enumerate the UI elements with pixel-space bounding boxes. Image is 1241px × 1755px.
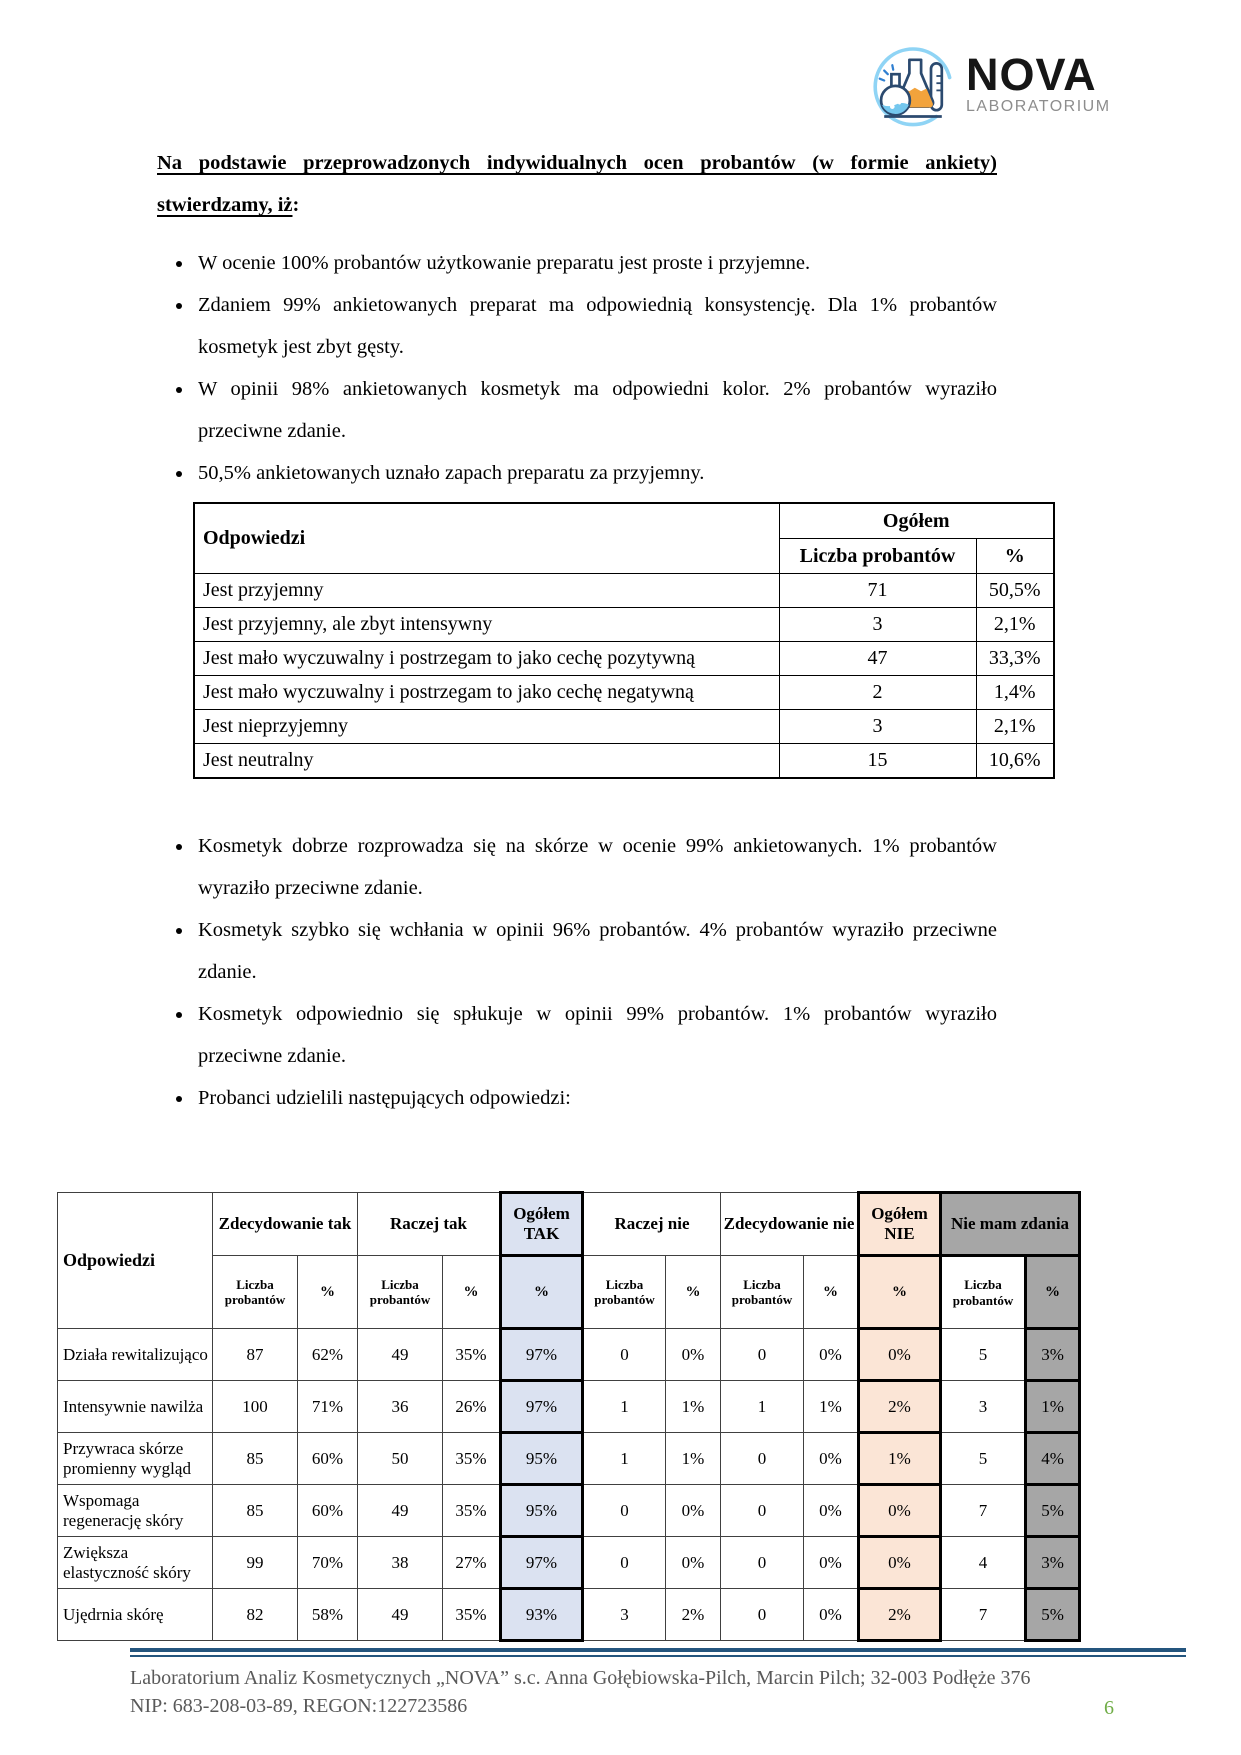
t2-statement-label: Przywraca skórze promienny wygląd — [58, 1433, 213, 1485]
bullet-item: • Probanci udzielili następujących odpowiedzi: — [194, 1077, 997, 1119]
t1-answer-label: Jest mało wyczuwalny i postrzegam to jako cechę negatywną — [194, 676, 779, 710]
t2-value: 2% — [666, 1589, 721, 1641]
logo-flasks-icon — [868, 40, 958, 130]
heading-line1: Na podstawie przeprowadzonych indywidualnych ocen probantów (w formie ankiety) — [157, 152, 997, 174]
t2-group-ogolem-nie: Ogółem NIE — [859, 1193, 941, 1256]
t2-value: 49 — [358, 1485, 443, 1537]
t2-value: 58% — [298, 1589, 358, 1641]
bullet-item: • Kosmetyk szybko się wchłania w opinii 96% probantów. 4% probantów wyraziło przeciwne zdanie. — [194, 909, 997, 993]
t2-value: 27% — [443, 1537, 501, 1589]
t2-value: 3 — [583, 1589, 666, 1641]
t1-subheader-liczba: Liczba probantów — [779, 539, 976, 574]
t1-answer-label: Jest przyjemny — [194, 574, 779, 608]
t2-value: 1% — [1026, 1381, 1080, 1433]
t2-value: 49 — [358, 1589, 443, 1641]
t2-value: 49 — [358, 1329, 443, 1381]
scent-opinion-table — [193, 502, 1055, 779]
t2-subheader-liczba: Liczba probantów — [941, 1256, 1026, 1329]
bullet-item: • W ocenie 100% probantów użytkowanie preparatu jest proste i przyjemne. — [194, 242, 997, 284]
t2-subheader-liczba: Liczba probantów — [213, 1256, 298, 1329]
t2-value: 60% — [298, 1433, 358, 1485]
t2-value: 38 — [358, 1537, 443, 1589]
statements-results-table — [57, 1191, 1081, 1642]
t2-value: 95% — [501, 1433, 583, 1485]
bullet-item: • Kosmetyk odpowiednio się spłukuje w opinii 99% probantów. 1% probantów wyraziło przeciwne zdanie. — [194, 993, 997, 1077]
t2-statement-label: Działa rewitalizująco — [58, 1329, 213, 1381]
t1-percent-value: 33,3% — [976, 642, 1054, 676]
t1-percent-value: 50,5% — [976, 574, 1054, 608]
t1-count-value: 3 — [779, 608, 976, 642]
t2-value: 1% — [666, 1433, 721, 1485]
t2-value: 0% — [859, 1329, 941, 1381]
t2-value: 0 — [721, 1485, 804, 1537]
t2-statement-label: Wspomaga regenerację skóry — [58, 1485, 213, 1537]
table-row — [194, 710, 1054, 744]
t2-value: 5 — [941, 1329, 1026, 1381]
t2-value: 2% — [859, 1381, 941, 1433]
t2-value: 0 — [721, 1589, 804, 1641]
t1-answer-label: Jest przyjemny, ale zbyt intensywny — [194, 608, 779, 642]
t2-value: 0% — [666, 1485, 721, 1537]
t1-count-value: 71 — [779, 574, 976, 608]
t2-value: 4% — [1026, 1433, 1080, 1485]
t2-value: 1% — [804, 1381, 859, 1433]
t2-subheader-percent: % — [298, 1256, 358, 1329]
t2-value: 1 — [721, 1381, 804, 1433]
logo-subtitle: LABORATORIUM — [966, 97, 1111, 115]
heading-colon: : — [292, 194, 300, 217]
t2-subheader-liczba: Liczba probantów — [583, 1256, 666, 1329]
t1-percent-value: 10,6% — [976, 744, 1054, 779]
t2-value: 2% — [859, 1589, 941, 1641]
t2-value: 0% — [666, 1537, 721, 1589]
t1-answer-label: Jest mało wyczuwalny i postrzegam to jako cechę pozytywną — [194, 642, 779, 676]
t2-subheader-percent-tak: % — [501, 1256, 583, 1329]
t2-value: 0% — [666, 1329, 721, 1381]
t1-count-value: 2 — [779, 676, 976, 710]
t2-value: 97% — [501, 1381, 583, 1433]
t2-value: 97% — [501, 1537, 583, 1589]
t2-value: 0 — [583, 1329, 666, 1381]
t1-col-header-odpowiedzi: Odpowiedzi — [194, 503, 779, 574]
t1-percent-value: 1,4% — [976, 676, 1054, 710]
t1-count-value: 3 — [779, 710, 976, 744]
page-heading — [157, 142, 997, 226]
t2-value: 0 — [721, 1537, 804, 1589]
t2-subheader-percent: % — [443, 1256, 501, 1329]
t2-value: 60% — [298, 1485, 358, 1537]
t2-group-zdecydowanie-nie: Zdecydowanie nie — [721, 1193, 859, 1256]
page-footer — [130, 1648, 1186, 1721]
t2-subheader-percent-nie: % — [859, 1256, 941, 1329]
t1-group-header-ogolem: Ogółem — [779, 503, 1054, 539]
table-row — [194, 608, 1054, 642]
t2-group-raczej-nie: Raczej nie — [583, 1193, 721, 1256]
t2-value: 35% — [443, 1485, 501, 1537]
t2-value: 0 — [721, 1433, 804, 1485]
table-row — [58, 1381, 1080, 1433]
table-row — [58, 1537, 1080, 1589]
table-row — [194, 642, 1054, 676]
t1-count-value: 15 — [779, 744, 976, 779]
t2-value: 1% — [859, 1433, 941, 1485]
t2-value: 0% — [804, 1433, 859, 1485]
bullet-item: • Zdaniem 99% ankietowanych preparat ma odpowiednią konsystencję. Dla 1% probantów kosmetyk jest zbyt gęsty. — [194, 284, 997, 368]
t1-count-value: 47 — [779, 642, 976, 676]
t2-value: 35% — [443, 1329, 501, 1381]
t2-value: 0 — [583, 1485, 666, 1537]
bullet-item: • W opinii 98% ankietowanych kosmetyk ma odpowiedni kolor. 2% probantów wyraziło przeciwne zdanie. — [194, 368, 997, 452]
t2-group-zdecydowanie-tak: Zdecydowanie tak — [213, 1193, 358, 1256]
t2-value: 87 — [213, 1329, 298, 1381]
t2-value: 26% — [443, 1381, 501, 1433]
t1-subheader-percent: % — [976, 539, 1054, 574]
t2-value: 0% — [804, 1537, 859, 1589]
t2-subheader-percent: % — [804, 1256, 859, 1329]
t2-value: 85 — [213, 1485, 298, 1537]
t1-percent-value: 2,1% — [976, 710, 1054, 744]
t2-value: 62% — [298, 1329, 358, 1381]
t2-value: 0% — [804, 1329, 859, 1381]
t2-value: 71% — [298, 1381, 358, 1433]
t2-value: 5 — [941, 1433, 1026, 1485]
t2-statement-label: Ujędrnia skórę — [58, 1589, 213, 1641]
t2-group-nie-mam-zdania: Nie mam zdania — [941, 1193, 1080, 1256]
t2-value: 0% — [804, 1485, 859, 1537]
t2-value: 95% — [501, 1485, 583, 1537]
footer-nip-line: NIP: 683-208-03-89, REGON:122723586 — [130, 1695, 468, 1718]
logo — [868, 40, 1111, 130]
t2-value: 93% — [501, 1589, 583, 1641]
t2-value: 35% — [443, 1433, 501, 1485]
t2-value: 70% — [298, 1537, 358, 1589]
t2-statement-label: Intensywnie nawilża — [58, 1381, 213, 1433]
t2-value: 1% — [666, 1381, 721, 1433]
page-number: 6 — [1104, 1697, 1114, 1719]
bullet-list-top — [157, 242, 997, 494]
t2-subheader-liczba: Liczba probantów — [721, 1256, 804, 1329]
t2-value: 1 — [583, 1381, 666, 1433]
t2-value: 5% — [1026, 1485, 1080, 1537]
t2-value: 0% — [859, 1537, 941, 1589]
t2-value: 99 — [213, 1537, 298, 1589]
t2-subheader-liczba: Liczba probantów — [358, 1256, 443, 1329]
bullet-item: • 50,5% ankietowanych uznało zapach preparatu za przyjemny. — [194, 452, 997, 494]
t1-answer-label: Jest neutralny — [194, 744, 779, 779]
table-row — [194, 676, 1054, 710]
t2-value: 0 — [583, 1537, 666, 1589]
t2-value: 5% — [1026, 1589, 1080, 1641]
table-row — [194, 574, 1054, 608]
t2-value: 100 — [213, 1381, 298, 1433]
t2-value: 1 — [583, 1433, 666, 1485]
table-row — [58, 1433, 1080, 1485]
t2-group-ogolem-tak: Ogółem TAK — [501, 1193, 583, 1256]
t1-percent-value: 2,1% — [976, 608, 1054, 642]
bullet-item: • Kosmetyk dobrze rozprowadza się na skórze w ocenie 99% ankietowanych. 1% probantów wyraziło przeciwne zdanie. — [194, 825, 997, 909]
t2-value: 50 — [358, 1433, 443, 1485]
t2-value: 3 — [941, 1381, 1026, 1433]
t2-value: 97% — [501, 1329, 583, 1381]
t2-value: 0 — [721, 1329, 804, 1381]
t2-value: 0% — [859, 1485, 941, 1537]
t2-statement-label: Zwiększa elastyczność skóry — [58, 1537, 213, 1589]
document-body — [63, 142, 1070, 1642]
table-row — [194, 744, 1054, 779]
table-row — [58, 1329, 1080, 1381]
t2-subheader-percent: % — [666, 1256, 721, 1329]
t2-col-header-odpowiedzi: Odpowiedzi — [58, 1193, 213, 1329]
table-row — [58, 1589, 1080, 1641]
t2-value: 4 — [941, 1537, 1026, 1589]
footer-divider — [130, 1648, 1186, 1657]
t1-answer-label: Jest nieprzyjemny — [194, 710, 779, 744]
t2-value: 0% — [804, 1589, 859, 1641]
t2-value: 3% — [1026, 1537, 1080, 1589]
heading-line2: stwierdzamy, iż — [157, 194, 293, 217]
bullet-list-bottom — [157, 825, 997, 1119]
footer-company-line: Laboratorium Analiz Kosmetycznych „NOVA” s.c. Anna Gołębiowska-Pilch, Marcin Pilch; 32-003 Podłęże 376 — [130, 1667, 1031, 1689]
t2-value: 85 — [213, 1433, 298, 1485]
t2-group-header-row — [58, 1193, 1080, 1256]
t2-value: 82 — [213, 1589, 298, 1641]
t2-subheader-percent-zdania: % — [1026, 1256, 1080, 1329]
t2-value: 7 — [941, 1485, 1026, 1537]
logo-title: NOVA — [966, 49, 1097, 101]
t2-value: 7 — [941, 1589, 1026, 1641]
t2-value: 3% — [1026, 1329, 1080, 1381]
t2-group-raczej-tak: Raczej tak — [358, 1193, 501, 1256]
table-row — [58, 1485, 1080, 1537]
t2-value: 35% — [443, 1589, 501, 1641]
t1-header-row — [194, 503, 1054, 539]
t2-value: 36 — [358, 1381, 443, 1433]
